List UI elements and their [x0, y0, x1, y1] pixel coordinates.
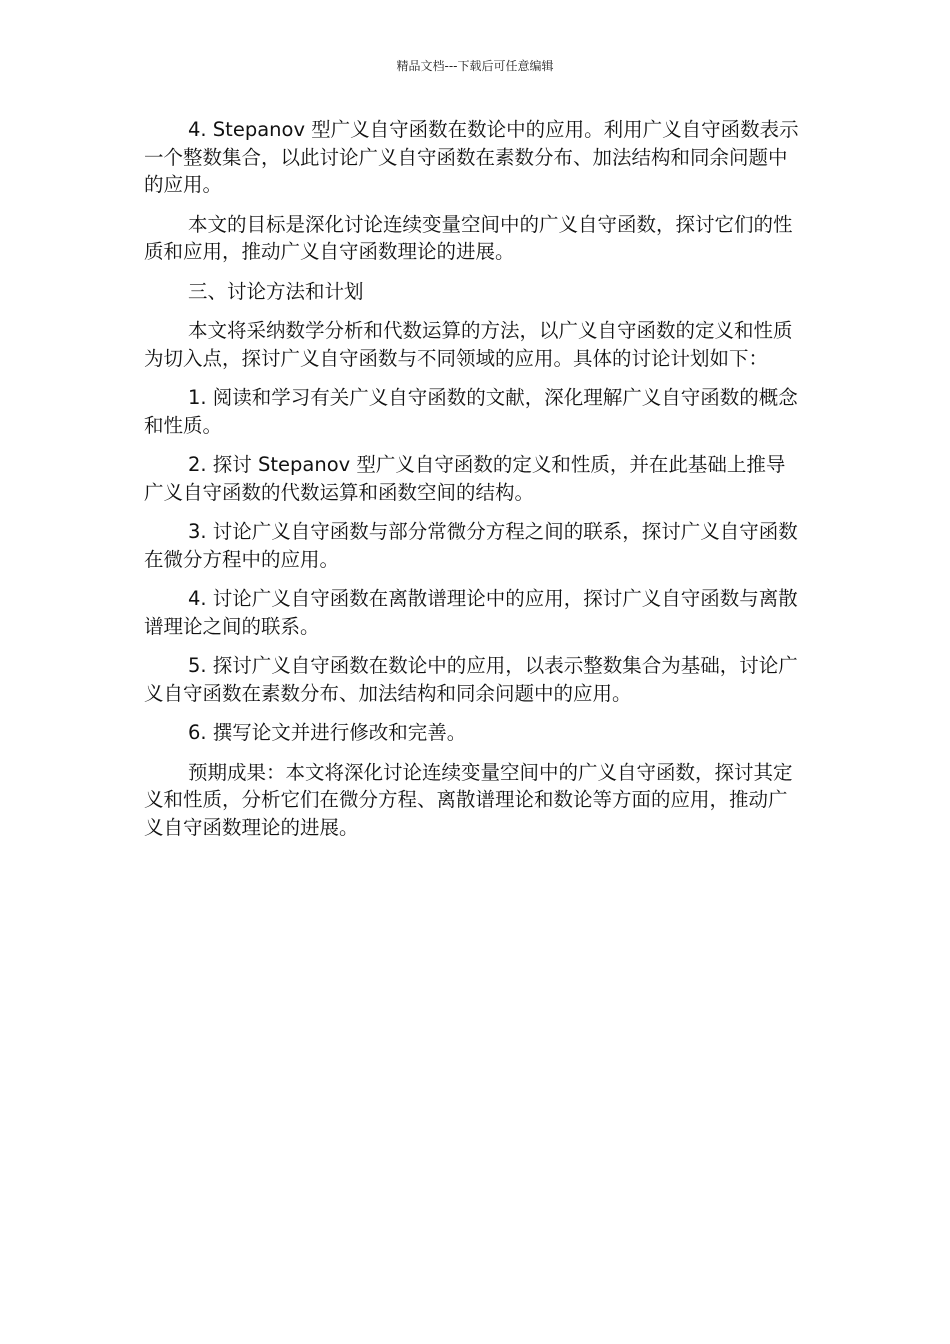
page-header: 精品文档---下载后可任意编辑 [396, 59, 554, 73]
plan-item-4: 4. 讨论广义自守函数在离散谱理论中的应用，探讨广义自守函数与离散谱理论之间的联系。 [144, 587, 798, 638]
plan-item-2: 2. 探讨 Stepanov 型广义自守函数的定义和性质，并在此基础上推导广义自守函数的代数运算和函数空间的结构。 [144, 453, 786, 504]
plan-item-5: 5. 探讨广义自守函数在数论中的应用，以表示整数集合为基础，讨论广义自守函数在素数分布、加法结构和同余问题中的应用。 [144, 654, 798, 705]
paragraph-methods-intro: 本文将采纳数学分析和代数运算的方法，以广义自守函数的定义和性质为切入点，探讨广义自守函数与不同领域的应用。具体的讨论计划如下： [144, 319, 793, 370]
document-body [144, 116, 804, 853]
paragraph-goal: 本文的目标是深化讨论连续变量空间中的广义自守函数，探讨它们的性质和应用，推动广义自守函数理论的进展。 [144, 212, 793, 263]
plan-item-6: 6. 撰写论文并进行修改和完善。 [188, 721, 467, 744]
paragraph-expected-results: 预期成果：本文将深化讨论连续变量空间中的广义自守函数，探讨其定义和性质，分析它们在微分方程、离散谱理论和数论等方面的应用，推动广义自守函数理论的进展。 [144, 760, 793, 839]
plan-item-3: 3. 讨论广义自守函数与部分常微分方程之间的联系，探讨广义自守函数在微分方程中的应用。 [144, 520, 798, 571]
plan-item-1: 1. 阅读和学习有关广义自守函数的文献，深化理解广义自守函数的概念和性质。 [144, 386, 798, 437]
section-heading-methods-plan: 三、讨论方法和计划 [188, 279, 364, 303]
paragraph-stepanov-number-theory: 4. Stepanov 型广义自守函数在数论中的应用。利用广义自守函数表示一个整数集合，以此讨论广义自守函数在素数分布、加法结构和同余问题中的应用。 [144, 118, 799, 196]
